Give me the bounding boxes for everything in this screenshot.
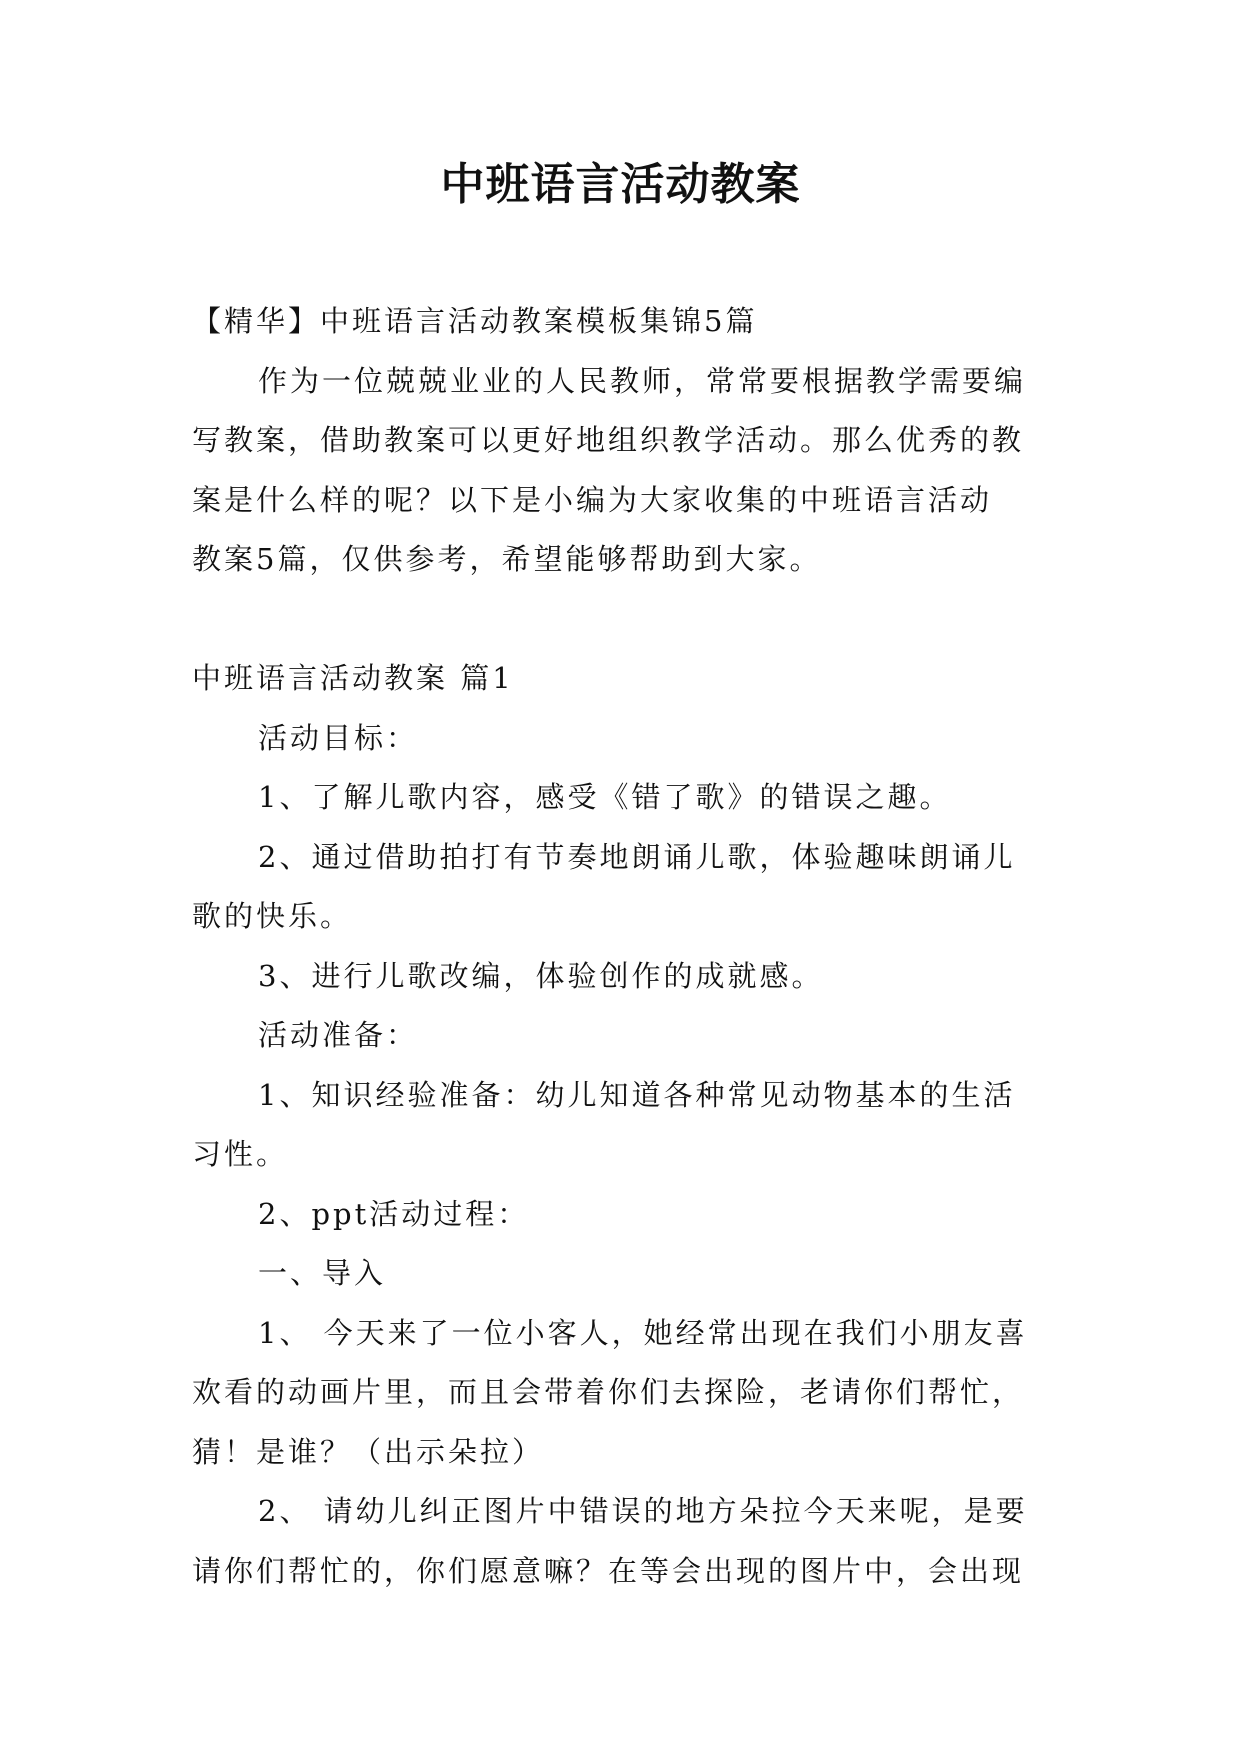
paragraph-line: 写教案，借助教案可以更好地组织教学活动。那么优秀的教: [192, 423, 1025, 457]
paragraph-line: 习性。: [192, 1137, 289, 1171]
paragraph-line: 3、进行儿歌改编，体验创作的成就感。: [258, 958, 824, 993]
paragraph-line: 2、ppt活动过程：: [258, 1196, 530, 1231]
paragraph-line: 活动准备：: [258, 1018, 419, 1052]
paragraph-line: 2、通过借助拍打有节奏地朗诵儿歌，体验趣味朗诵儿: [258, 839, 1016, 874]
paragraph-line: 欢看的动画片里，而且会带着你们去探险，老请你们帮忙，: [192, 1375, 1025, 1409]
paragraph-gap: [192, 590, 1052, 650]
subtitle-line: 【精华】中班语言活动教案模板集锦5篇: [192, 304, 758, 338]
paragraph-line: 教案5篇，仅供参考，希望能够帮助到大家。: [192, 542, 822, 576]
paragraph-line: 案是什么样的呢？以下是小编为大家收集的中班语言活动: [192, 482, 993, 517]
document-body: [192, 292, 1052, 1601]
section-heading: 中班语言活动教案 篇1: [192, 661, 514, 695]
paragraph-line: 1、知识经验准备：幼儿知道各种常见动物基本的生活: [258, 1077, 1016, 1112]
paragraph-line: 作为一位兢兢业业的人民教师，常常要根据教学需要编: [258, 363, 1027, 398]
paragraph-line: 请你们帮忙的，你们愿意嘛？在等会出现的图片中，会出现: [192, 1553, 1025, 1588]
paragraph-line: 一、导入: [258, 1256, 387, 1290]
document-title: 中班语言活动教案: [440, 159, 801, 210]
paragraph-line: 歌的快乐。: [192, 899, 353, 933]
paragraph-line: 活动目标：: [258, 720, 419, 755]
paragraph-line: 1、 今天来了一位小客人，她经常出现在我们小朋友喜: [258, 1315, 1028, 1350]
paragraph-line: 1、了解儿歌内容，感受《错了歌》的错误之趣。: [258, 780, 952, 814]
paragraph-line: 2、 请幼儿纠正图片中错误的地方朵拉今天来呢，是要: [258, 1494, 1028, 1528]
paragraph-line: 猜！是谁？（出示朵拉）: [192, 1434, 545, 1469]
